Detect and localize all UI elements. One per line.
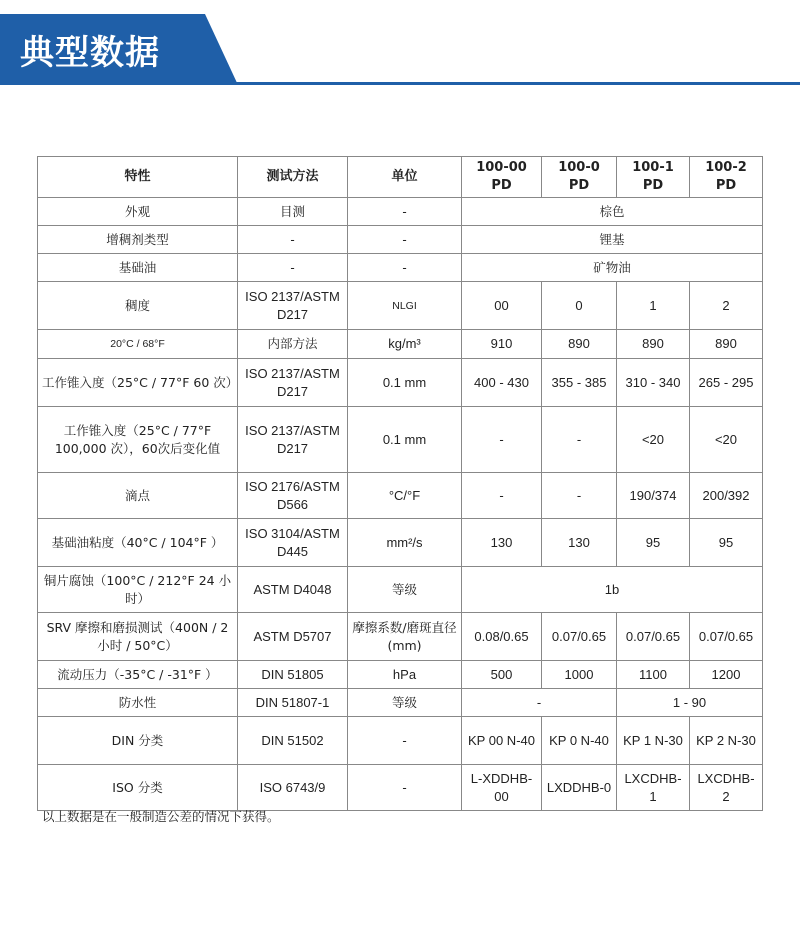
cell-value: 890 (690, 330, 763, 359)
col-header-unit: 单位 (348, 157, 462, 198)
cell-value: KP 00 N-40 (462, 717, 542, 765)
cell-unit: - (348, 765, 462, 811)
cell-value: 95 (617, 519, 690, 567)
cell-unit: mm²/s (348, 519, 462, 567)
cell-value: - (462, 473, 542, 519)
cell-value: - (462, 407, 542, 473)
cell-value: LXDDHB-0 (542, 765, 617, 811)
cell-unit: kg/m³ (348, 330, 462, 359)
cell-value: 0.07/0.65 (690, 613, 763, 661)
cell-merged-value: 棕色 (462, 198, 763, 226)
cell-property: ISO 分类 (38, 765, 238, 811)
cell-unit: 摩擦系数/磨斑直径 (mm) (348, 613, 462, 661)
cell-method: DIN 51502 (238, 717, 348, 765)
cell-merged-value: 1b (462, 567, 763, 613)
cell-value: LXCDHB-1 (617, 765, 690, 811)
cell-value: 265 - 295 (690, 359, 763, 407)
table-row (38, 689, 763, 717)
cell-value: 0.07/0.65 (617, 613, 690, 661)
col-header-100-00: 100-00 PD (462, 157, 542, 198)
table-row (38, 226, 763, 254)
cell-unit: - (348, 226, 462, 254)
cell-value: 130 (542, 519, 617, 567)
cell-unit: °C/°F (348, 473, 462, 519)
cell-property: 增稠剂类型 (38, 226, 238, 254)
cell-value: <20 (617, 407, 690, 473)
cell-unit: - (348, 198, 462, 226)
cell-merged-value: 锂基 (462, 226, 763, 254)
cell-value: 190/374 (617, 473, 690, 519)
cell-merged-value: 1 - 90 (617, 689, 763, 717)
table-row (38, 359, 763, 407)
cell-method: 目测 (238, 198, 348, 226)
table-row (38, 567, 763, 613)
table-row (38, 519, 763, 567)
cell-property: 基础油 (38, 254, 238, 282)
cell-value: 1 (617, 282, 690, 330)
table-row (38, 765, 763, 811)
cell-property: DIN 分类 (38, 717, 238, 765)
cell-value: L-XDDHB-00 (462, 765, 542, 811)
cell-method: ASTM D5707 (238, 613, 348, 661)
table-row (38, 473, 763, 519)
cell-unit: - (348, 717, 462, 765)
col-header-property: 特性 (38, 157, 238, 198)
cell-method: ISO 2176/ASTM D566 (238, 473, 348, 519)
cell-value: 200/392 (690, 473, 763, 519)
cell-property: 防水性 (38, 689, 238, 717)
cell-property: 20°C / 68°F (38, 330, 238, 359)
table-row (38, 407, 763, 473)
col-header-method: 测试方法 (238, 157, 348, 198)
footnote: 以上数据是在一般制造公差的情况下获得。 (42, 809, 280, 824)
cell-method: ISO 2137/ASTM D217 (238, 359, 348, 407)
page-title: 典型数据 (20, 33, 160, 73)
cell-property: 外观 (38, 198, 238, 226)
cell-method: - (238, 226, 348, 254)
table-row (38, 661, 763, 689)
cell-property: 工作锥入度（25°C / 77°F 60 次） (38, 359, 238, 407)
cell-value: 400 - 430 (462, 359, 542, 407)
cell-value: 1000 (542, 661, 617, 689)
cell-value: 500 (462, 661, 542, 689)
cell-property: 流动压力（-35°C / -31°F ） (38, 661, 238, 689)
cell-value: 0.08/0.65 (462, 613, 542, 661)
cell-value: KP 2 N-30 (690, 717, 763, 765)
cell-unit: NLGI (348, 282, 462, 330)
cell-value: 1100 (617, 661, 690, 689)
table-row (38, 198, 763, 226)
spec-table (37, 156, 763, 811)
header-rule (0, 82, 800, 85)
cell-property: 工作锥入度（25°C / 77°F 100,000 次），60次后变化值 (38, 407, 238, 473)
table-row (38, 717, 763, 765)
cell-value: 890 (617, 330, 690, 359)
cell-merged-value: 矿物油 (462, 254, 763, 282)
cell-method: - (238, 254, 348, 282)
cell-method: ASTM D4048 (238, 567, 348, 613)
col-header-100-2: 100-2 PD (690, 157, 763, 198)
cell-value: 0 (542, 282, 617, 330)
cell-property: 滴点 (38, 473, 238, 519)
cell-value: 130 (462, 519, 542, 567)
table-row (38, 613, 763, 661)
cell-method: ISO 6743/9 (238, 765, 348, 811)
cell-unit: 等级 (348, 689, 462, 717)
cell-method: ISO 2137/ASTM D217 (238, 407, 348, 473)
cell-value: 910 (462, 330, 542, 359)
table-row (38, 282, 763, 330)
col-header-100-0: 100-0 PD (542, 157, 617, 198)
cell-unit: hPa (348, 661, 462, 689)
cell-value: 355 - 385 (542, 359, 617, 407)
cell-value: - (542, 407, 617, 473)
cell-value: LXCDHB-2 (690, 765, 763, 811)
cell-property: SRV 摩擦和磨损测试（400N / 2 小时 / 50°C） (38, 613, 238, 661)
col-header-100-1: 100-1 PD (617, 157, 690, 198)
cell-value: 00 (462, 282, 542, 330)
cell-method: DIN 51805 (238, 661, 348, 689)
cell-value: 95 (690, 519, 763, 567)
cell-unit: 等级 (348, 567, 462, 613)
cell-value: 0.07/0.65 (542, 613, 617, 661)
cell-value: <20 (690, 407, 763, 473)
table-row (38, 254, 763, 282)
cell-property: 铜片腐蚀（100°C / 212°F 24 小时） (38, 567, 238, 613)
cell-property: 基础油粘度（40°C / 104°F ） (38, 519, 238, 567)
cell-unit: 0.1 mm (348, 359, 462, 407)
cell-merged-value: - (462, 689, 617, 717)
cell-method: DIN 51807-1 (238, 689, 348, 717)
cell-value: 890 (542, 330, 617, 359)
table-row (38, 330, 763, 359)
cell-method: ISO 3104/ASTM D445 (238, 519, 348, 567)
cell-value: 1200 (690, 661, 763, 689)
cell-property: 稠度 (38, 282, 238, 330)
cell-value: 2 (690, 282, 763, 330)
cell-unit: 0.1 mm (348, 407, 462, 473)
cell-value: - (542, 473, 617, 519)
cell-method: 内部方法 (238, 330, 348, 359)
cell-value: KP 0 N-40 (542, 717, 617, 765)
table-header-row (38, 157, 763, 198)
cell-unit: - (348, 254, 462, 282)
cell-method: ISO 2137/ASTM D217 (238, 282, 348, 330)
cell-value: 310 - 340 (617, 359, 690, 407)
cell-value: KP 1 N-30 (617, 717, 690, 765)
